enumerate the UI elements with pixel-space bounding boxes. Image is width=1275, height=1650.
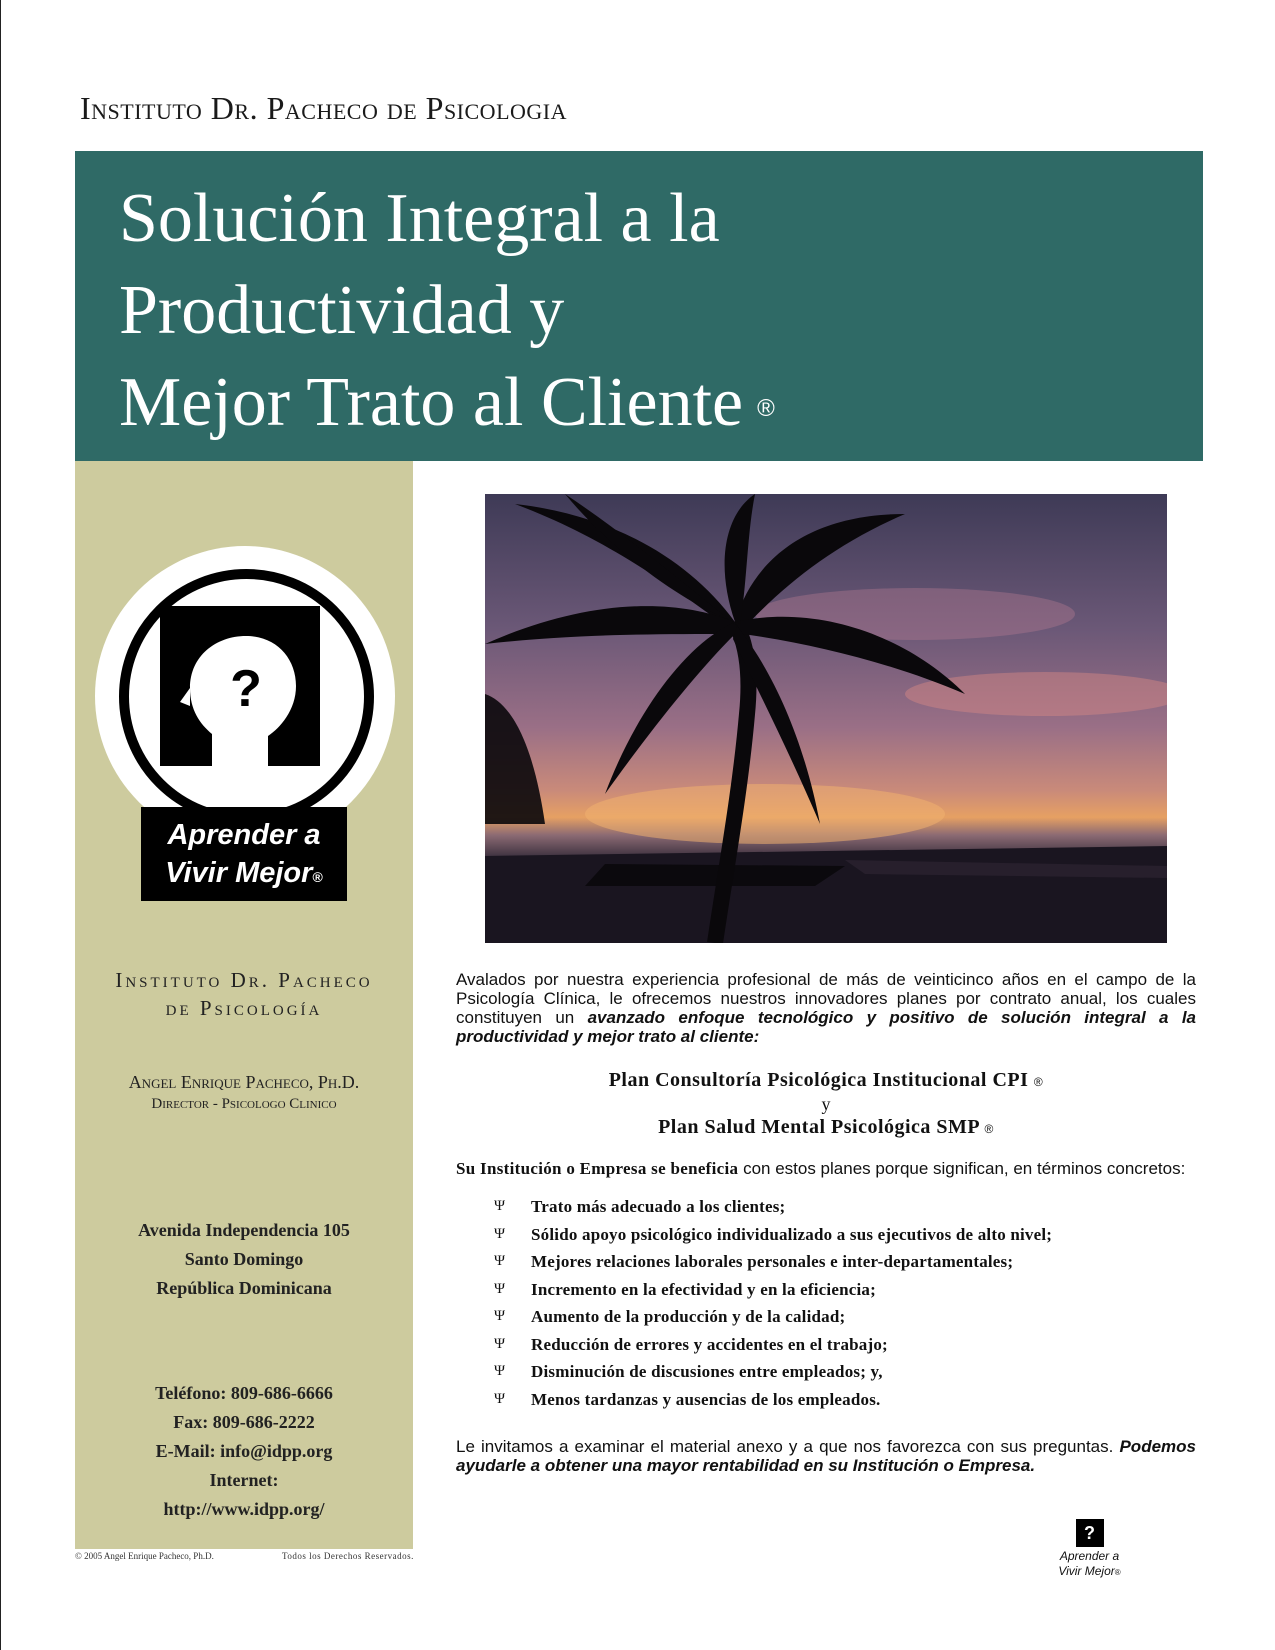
mini-logo-line-1: Aprender a: [1059, 1549, 1120, 1563]
benefit-rest: con estos planes porque significan, en términos concretos:: [738, 1159, 1186, 1178]
psi-bullet-icon: Ψ: [494, 1390, 506, 1407]
psi-bullet-icon: Ψ: [494, 1363, 506, 1379]
intro-paragraph: [456, 970, 1196, 1046]
address-line-1: Avenida Independencia 105: [138, 1220, 350, 1240]
plan-and: y: [821, 1094, 831, 1114]
benefit-item-text: Menos tardanzas y ausencias de los empleados.: [531, 1389, 881, 1409]
benefit-list-item: [456, 1358, 1196, 1386]
sidebar-address: [75, 1216, 413, 1303]
director-role: Director - Psicologo Clinico: [151, 1096, 337, 1112]
banner-line-2: Productividad y: [119, 272, 565, 349]
psi-bullet-icon: Ψ: [494, 1308, 506, 1324]
intro-emphasis: avanzado enfoque tecnológico y positivo de solución integral a la productividad y mejor trato al cliente:: [456, 1008, 1196, 1046]
logo-disc: [95, 546, 395, 846]
benefit-list-item: [456, 1221, 1196, 1249]
benefit-item-text: Mejores relaciones laborales personales e inter-departamentales;: [531, 1252, 1014, 1271]
sidebar-institute-name: [75, 966, 413, 1022]
sidebar-institute-line-1: Instituto Dr. Pacheco: [115, 968, 373, 992]
contact-phone: Teléfono: 809-686-6666: [155, 1383, 333, 1403]
logo-registered-mark: ®: [312, 869, 323, 885]
head-silhouette-icon: [160, 606, 320, 766]
mini-head-icon: ?: [1076, 1519, 1104, 1547]
benefit-bold: Su Institución o Empresa se beneficia: [456, 1159, 739, 1178]
address-line-3: República Dominicana: [156, 1278, 332, 1298]
benefit-list-item: [456, 1303, 1196, 1331]
closing-paragraph: [456, 1437, 1196, 1475]
logo-slogan-line-2-text: Vivir Mejor: [165, 857, 313, 889]
banner-line-1: Solución Integral a la: [119, 180, 720, 257]
main-content: [456, 970, 1196, 1475]
psi-bullet-icon: Ψ: [494, 1225, 506, 1242]
closing-emphasis: Podemos ayudarle a obtener una mayor rentabilidad en su Institución o Empresa.: [456, 1437, 1196, 1475]
question-mark-glyph: ?: [230, 660, 262, 718]
plan-smp-reg: ®: [984, 1122, 994, 1136]
psi-bullet-icon: Ψ: [494, 1198, 506, 1214]
benefit-item-text: Disminución de discusiones entre empleados; y,: [531, 1362, 883, 1381]
banner-line-3: [119, 357, 1203, 455]
mini-logo-line-2-text: Vivir Mejor: [1058, 1564, 1115, 1578]
benefit-list: [456, 1193, 1196, 1413]
benefit-item-text: Reducción de errores y accidentes en el trabajo;: [531, 1334, 888, 1354]
sidebar-director: [75, 1071, 413, 1115]
logo-slogan-box: [141, 807, 347, 901]
sidebar: [75, 461, 413, 1549]
footer-rights: Todos los Derechos Reservados.: [282, 1551, 414, 1561]
palm-sunset-photo: [485, 494, 1167, 943]
plan-smp: [456, 1118, 1196, 1139]
plan-cpi-text: Plan Consultoría Psicológica Institucional CPI: [608, 1069, 1029, 1091]
plan-cpi: [456, 1071, 1196, 1092]
logo-slogan-line-1: Aprender a: [167, 819, 321, 851]
psi-bullet-icon: Ψ: [494, 1253, 506, 1269]
closing-text: Le invitamos a examinar el material anexo y a que nos favorezca con sus preguntas.: [456, 1437, 1120, 1456]
benefit-list-item: [456, 1276, 1196, 1304]
sidebar-institute-line-2: de Psicología: [165, 996, 323, 1020]
plan-smp-text: Plan Salud Mental Psicológica SMP: [658, 1116, 980, 1138]
institute-header: Instituto Dr. Pacheco de Psicologia: [80, 90, 568, 126]
footer-copyright: © 2005 Angel Enrique Pacheco, Ph.D.: [75, 1551, 214, 1561]
contact-internet-url: http://www.idpp.org/: [163, 1499, 325, 1519]
mini-logo: [1042, 1519, 1137, 1581]
contact-fax: Fax: 809-686-2222: [173, 1412, 315, 1432]
head-silhouette-svg: [160, 606, 320, 766]
benefit-list-item: [456, 1193, 1196, 1221]
director-name: Angel Enrique Pacheco, Ph.D.: [128, 1072, 360, 1092]
psi-bullet-icon: Ψ: [494, 1280, 506, 1297]
benefit-item-text: Aumento de la producción y de la calidad;: [531, 1307, 846, 1326]
benefit-item-text: Incremento en la efectividad y en la eficiencia;: [531, 1279, 876, 1299]
logo-slogan-line-2: [141, 854, 347, 896]
psi-bullet-icon: Ψ: [494, 1335, 506, 1352]
benefit-item-text: Sólido apoyo psicológico individualizado a sus ejecutivos de alto nivel;: [531, 1224, 1053, 1244]
address-line-2: Santo Domingo: [184, 1249, 304, 1269]
contact-email: E-Mail: info@idpp.org: [155, 1441, 333, 1461]
benefit-list-item: [456, 1248, 1196, 1276]
mini-logo-line-2: [1042, 1564, 1137, 1580]
benefit-item-text: Trato más adecuado a los clientes;: [531, 1197, 786, 1216]
benefit-list-item: [456, 1386, 1196, 1414]
title-banner: [75, 151, 1203, 461]
mini-logo-reg: ®: [1114, 1568, 1121, 1577]
benefit-list-item: [456, 1331, 1196, 1359]
page-edge-line: [0, 0, 1, 1650]
sidebar-contact: [75, 1379, 413, 1524]
contact-internet-label: Internet:: [209, 1470, 279, 1490]
benefit-paragraph: [456, 1159, 1196, 1178]
banner-line-3-text: Mejor Trato al Cliente: [119, 364, 744, 441]
palm-sunset-illustration: [485, 494, 1167, 943]
intro-text: Avalados por nuestra experiencia profesional de más de veinticinco años en el campo de la Psicología Clínica, le ofrecemos nuestros innovadores planes por contrato anual, los cuales constituyen un: [456, 970, 1196, 1027]
plan-cpi-reg: ®: [1033, 1075, 1044, 1089]
registered-mark: ®: [757, 394, 775, 422]
